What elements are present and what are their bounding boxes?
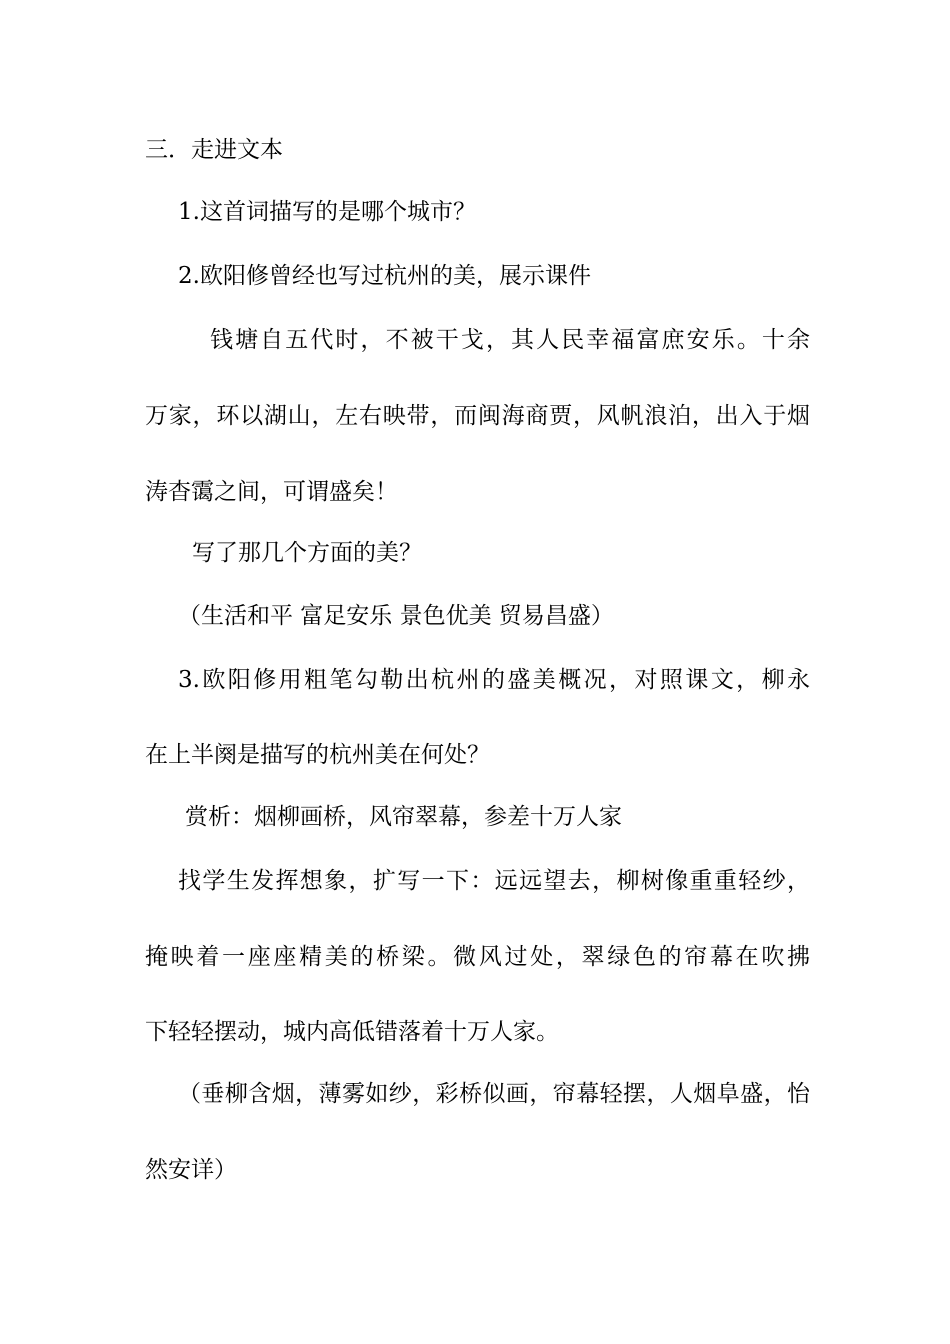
question-3-line-2: 在上半阕是描写的杭州美在何处？: [145, 742, 490, 768]
question-2-prompt: 写了那几个方面的美？: [192, 540, 422, 566]
expansion-line-2: 掩映着一座座精美的桥梁。微风过处，翠绿色的帘幕在吹拂: [145, 944, 810, 970]
expansion-line-1: 找学生发挥想象，扩写一下：远远望去，柳树像重重轻纱，: [178, 868, 810, 894]
section-heading: 三．走进文本: [145, 137, 283, 163]
appreciation: 赏析：烟柳画桥，风帘翠幕，参差十万人家: [185, 804, 622, 830]
question-1: 1.这首词描写的是哪个城市？: [178, 199, 476, 225]
quote-line-3: 涛杳霭之间，可谓盛矣！: [145, 479, 398, 505]
question-2: 2.欧阳修曾经也写过杭州的美，展示课件: [178, 263, 591, 289]
quote-line-1: 钱塘自五代时，不被干戈，其人民幸福富庶安乐。十余: [210, 327, 810, 353]
question-3-line-1: 3.欧阳修用粗笔勾勒出杭州的盛美概况，对照课文，柳永: [178, 667, 810, 693]
question-2-answer: （生活和平 富足安乐 景色优美 贸易昌盛）: [178, 603, 614, 629]
quote-line-2: 万家，环以湖山，左右映带，而闽海商贾，风帆浪泊，出入于烟: [145, 403, 810, 429]
summary-line-1: （垂柳含烟，薄雾如纱，彩桥似画，帘幕轻摆，人烟阜盛，怡: [178, 1081, 810, 1107]
summary-line-2: 然安详）: [145, 1157, 237, 1183]
expansion-line-3: 下轻轻摆动，城内高低错落着十万人家。: [145, 1019, 559, 1045]
